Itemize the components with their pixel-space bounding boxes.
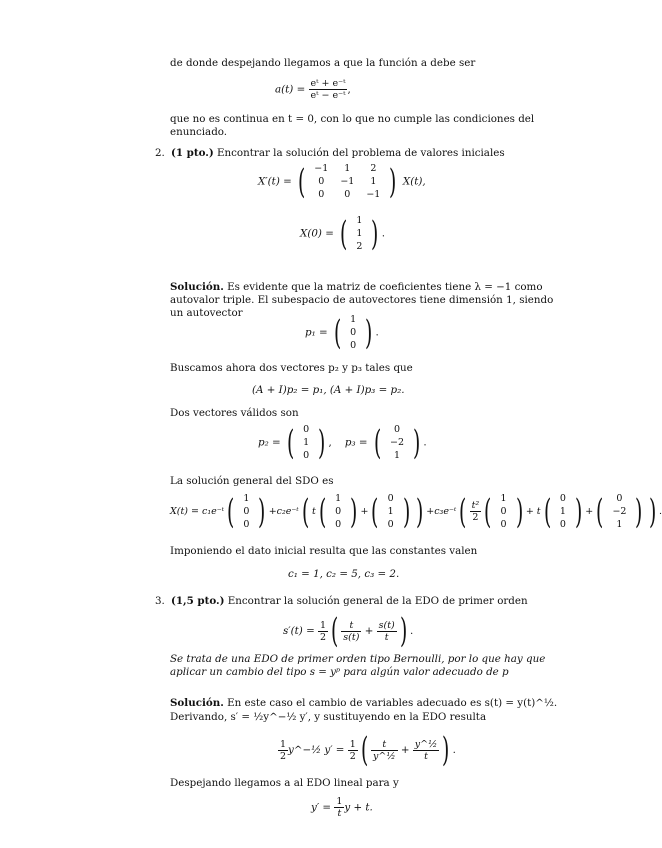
half-num: 1 [349,738,356,750]
vector-cell: 0 [500,506,507,517]
intro-eq-lhs: a(t) = [275,83,306,96]
vector-cell: 1 [356,215,363,226]
hint-line2: aplicar un cambio del tipo s = yᵖ para algún valor adecuado de p [170,666,509,678]
left-paren: ( [459,491,467,532]
matrix-a [308,162,386,201]
initial-condition [300,214,385,253]
system-equation [258,162,426,201]
vector-cell: 0 [350,327,357,338]
vector-cell: 0 [243,506,250,517]
lin-den: t [337,808,342,819]
problem3-points: (1,5 pto.) [171,595,225,607]
solution2-label: Solución. [170,281,224,293]
vector-cell: 0 [350,340,357,351]
right-paren: ) [371,213,379,254]
eq2-lhs: y^−½ y′ = [288,744,345,756]
despeje-line: Despejando llegamos a al EDO lineal para y [170,777,399,789]
left-paren: ( [333,312,342,353]
matrix-cell: 1 [344,163,351,174]
gen-v2 [329,492,347,531]
eq2-f1-num: t [371,739,398,751]
general-solution [170,492,662,531]
vector-cell: 1 [356,228,363,239]
valid-line: Dos vectores válidos son [170,407,299,419]
intro-line2: que no es continua en t = 0, con lo que no cumple las condiciones del [170,113,535,125]
intro-equation [275,78,351,101]
half-frac [278,739,288,762]
substituted-equation [278,730,456,770]
solution2-line2: autovalor triple. El subespacio de autovectores tiene dimensión 1, siendo [170,294,554,306]
vector-cell: 0 [394,424,401,435]
f2-num: s(t) [378,619,395,631]
right-paren: ) [399,611,407,651]
gen-v5 [554,492,572,531]
plus: + [400,744,410,756]
solution3-text1: En este caso el cambio de variables adecuado es s(t) = y(t)^½. [227,697,558,709]
gen-t2-frac [470,500,482,523]
vector-cell: 0 [616,493,623,504]
vector-cell: 0 [500,519,507,530]
f1-den: s(t) [343,631,360,643]
f2-den: t [384,631,389,643]
lin-rhs: y + t. [344,801,373,814]
gen-plus: + [360,506,369,517]
half-den: 2 [280,750,287,762]
gen-plus-t: + t [525,506,541,517]
half-num: 1 [319,619,327,631]
eq-end: . [409,625,414,637]
f1-num: t [341,620,361,632]
matrix-cell: 1 [370,176,377,187]
gen-lhs: X(t) = c₁e⁻ᵗ [170,506,225,517]
right-paren: ) [574,491,583,532]
right-paren: ) [648,491,656,532]
left-paren: ( [340,213,348,254]
eq2-end: . [452,744,456,756]
problem2-points: (1 pto.) [171,147,214,159]
gen-t: t [312,506,316,517]
vector-cell: 1 [387,506,394,517]
intro-line3: enunciado. [170,126,228,138]
gen-c3: +c₃e⁻ᵗ [426,506,457,517]
solution2-line3: un autovector [170,307,243,319]
eq2-f1 [371,739,398,762]
vector-cell: 1 [559,506,566,517]
t2-num: t² [471,500,480,511]
init-vector [350,214,368,253]
p1-equation: p₁ = ( 1 0 0 ) . [305,312,379,353]
relation-equation: (A + I)p₂ = p₁, (A + I)p₃ = p₂. [252,384,405,396]
eq2-f1-den: y^½ [373,750,396,762]
gen-c2: +c₂e⁻ᵗ [268,506,299,517]
constants-equation: c₁ = 1, c₂ = 5, c₃ = 2. [288,568,400,580]
left-paren: ( [543,491,551,532]
p2-p3-equation: p₂ = ( 0 1 0 ) , p₃ = ( 0 −2 1 ) . [258,422,427,463]
gen-v1 [237,492,255,531]
p1-vector [344,313,362,352]
problem3-heading [171,595,528,608]
solution3-label: Solución. [170,697,224,709]
solution2-line1 [170,281,543,294]
left-paren: ( [596,491,604,532]
intro-eq-tail: , [347,83,351,96]
solution3-line1 [170,697,557,710]
half-num: 1 [280,738,287,750]
left-paren: ( [360,730,369,770]
matrix-cell: −1 [314,163,329,174]
lin-lhs: y′ = [311,801,332,814]
eq-lhs: s′(t) = [283,625,315,637]
gen-v6 [606,492,632,531]
vector-cell: 0 [387,519,394,530]
half-frac [318,620,328,643]
intro-eq-fraction [309,78,351,101]
p2-vector [297,423,315,462]
vector-cell: 0 [303,424,310,435]
problem2-statement: Encontrar la solución del problema de valores iniciales [217,147,505,159]
right-paren: ) [389,161,397,202]
hint-line1: Se trata de una EDO de primer orden tipo Bernoulli, por lo que hay que [170,653,546,665]
vector-cell: 0 [559,493,566,504]
vector-cell: 1 [303,437,310,448]
gen-v3 [382,492,400,531]
vector-cell: 1 [350,314,357,325]
right-paren: ) [635,491,643,532]
impose-line: Imponiendo el dato inicial resulta que las constantes valen [170,545,478,557]
system-lhs: X′(t) = [258,175,292,188]
half-den: 2 [349,750,356,762]
vector-cell: 1 [500,493,507,504]
right-paren: ) [365,312,373,353]
right-paren: ) [258,491,266,532]
p3-vector [384,423,410,462]
matrix-cell: 2 [370,163,377,174]
system-rhs: X(t), [402,175,426,188]
problem2-heading [171,147,505,160]
linear-equation [311,796,373,819]
left-paren: ( [373,422,382,463]
f1-frac [341,620,361,643]
init-lhs: X(0) = [300,227,334,240]
left-paren: ( [371,491,379,532]
problem3-number: 3. [155,595,165,607]
vector-cell: −2 [390,437,405,448]
vector-cell: 0 [559,519,566,530]
half-den: 2 [319,631,327,643]
vector-cell: 1 [335,493,342,504]
gen-v4 [495,492,513,531]
vector-cell: 0 [243,519,250,530]
left-paren: ( [318,491,327,532]
vector-cell: 2 [356,241,363,252]
half-frac [348,739,358,762]
search-line: Buscamos ahora dos vectores p₂ y p₃ tales que [170,362,413,374]
right-paren: ) [413,422,421,463]
left-paren: ( [484,491,492,532]
solution2-text1: Es evidente que la matriz de coeficientes tiene λ = −1 como [227,281,543,293]
matrix-cell: 0 [318,189,325,200]
vector-cell: 1 [243,493,250,504]
vector-cell: 0 [387,493,394,504]
right-paren: ) [318,422,326,463]
f2-frac [377,620,397,643]
vector-cell: −2 [612,506,627,517]
matrix-cell: −1 [340,176,355,187]
right-paren: ) [442,730,450,770]
intro-eq-num: eᵗ + e⁻ᵗ [310,78,346,89]
left-paren: ( [227,491,235,532]
p1-lhs: p₁ = [305,326,328,339]
problem2-number: 2. [155,147,165,159]
vector-cell: 1 [394,450,401,461]
vector-cell: 1 [616,519,623,530]
right-paren: ) [350,491,358,532]
matrix-cell: 0 [318,176,325,187]
matrix-cell: 0 [344,189,351,200]
right-paren: ) [402,491,410,532]
right-paren: ) [415,491,424,532]
left-paren: ( [286,422,295,463]
gen-end: . [658,506,662,517]
right-paren: ) [515,491,523,532]
plus: + [364,625,374,637]
eq2-f2-den: t [424,750,428,762]
intro-eq-den: eᵗ − e⁻ᵗ [310,90,346,101]
vector-cell: 0 [335,519,342,530]
lin-num: 1 [336,796,343,807]
eq2-f2-num: y^½ [414,738,438,750]
gen-plus: + [585,506,594,517]
general-line: La solución general del SDO es [170,475,334,487]
left-paren: ( [301,491,310,532]
solution3-line2: Derivando, s′ = ½y^−½ y′, y sustituyendo en la EDO resulta [170,711,487,723]
matrix-cell: −1 [366,189,381,200]
p2-lhs: p₂ = [258,436,281,449]
vector-cell: 0 [303,450,310,461]
left-paren: ( [298,161,306,202]
eq2-f2 [413,739,440,762]
vector-cell: 0 [335,506,342,517]
t2-den: 2 [472,512,479,523]
problem3-statement: Encontrar la solución general de la EDO de primer orden [227,595,528,607]
intro-line1: de donde despejando llegamos a que la función a debe ser [170,57,476,69]
init-tail: . [381,227,385,240]
bernoulli-equation [283,611,414,651]
left-paren: ( [331,611,339,651]
p3-lhs: p₃ = [344,436,368,449]
lin-frac [334,796,344,819]
